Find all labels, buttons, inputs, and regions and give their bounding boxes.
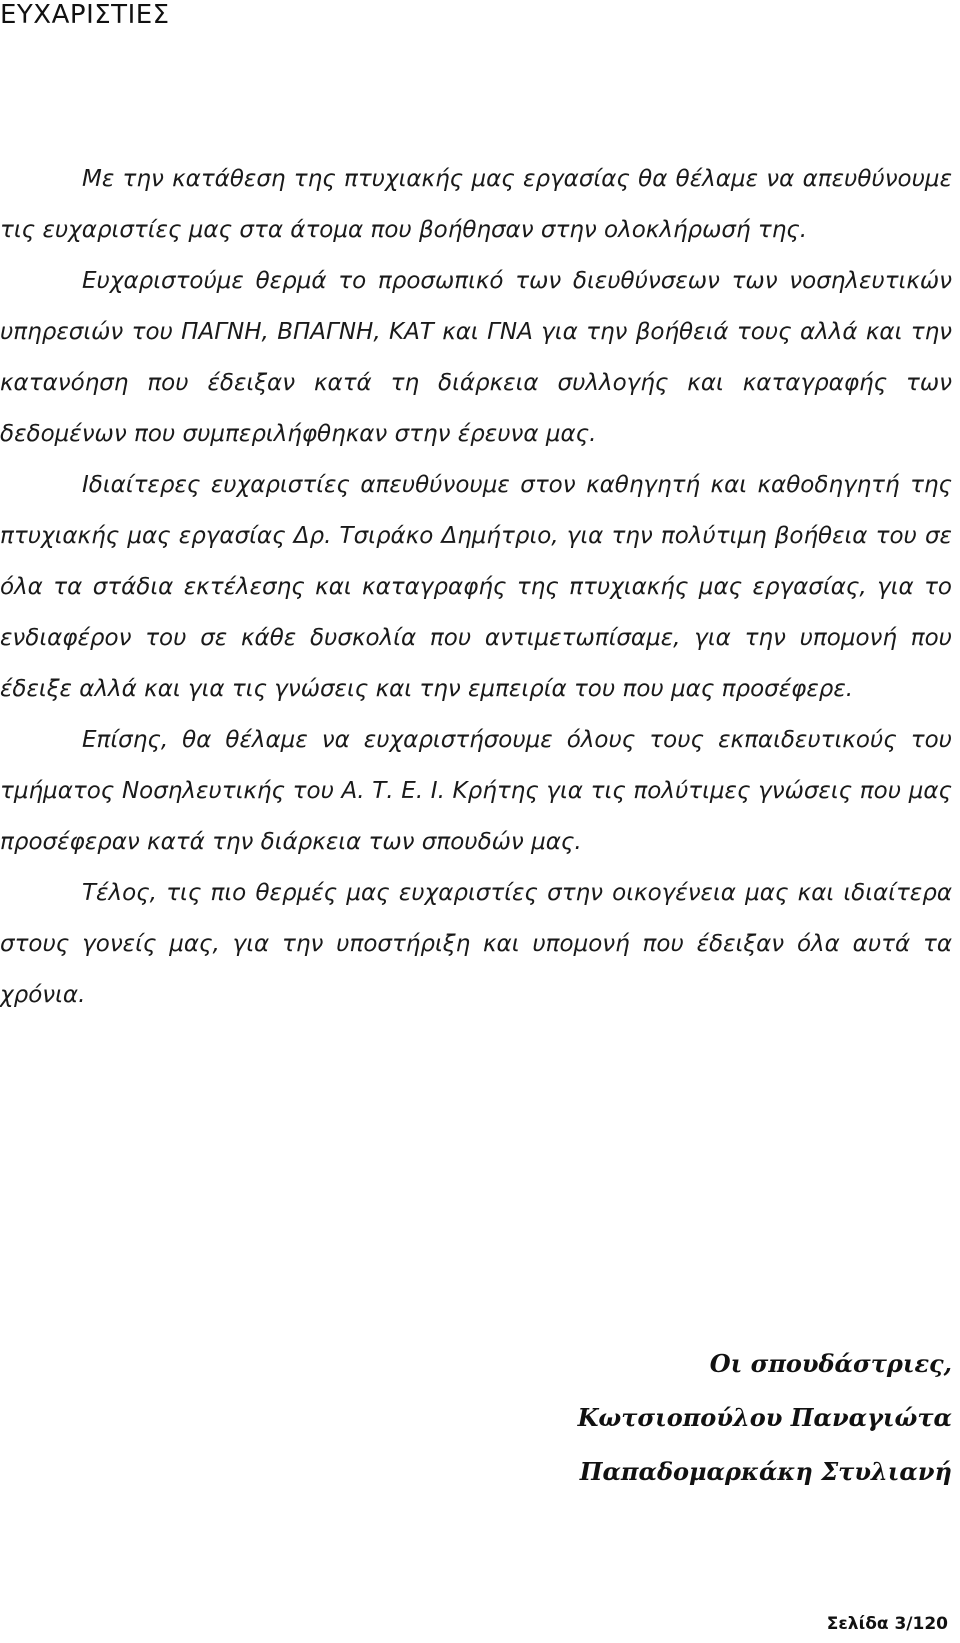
paragraph-faculty-thanks: Επίσης, θα θέλαμε να ευχαριστήσουμε όλους τους εκπαιδευτικούς του τμήματος Νοσηλευτικής του Α. Τ. Ε. Ι. Κρήτης για τις πολύτιμες γνώσεις που μας προσέφεραν κατά την διάρκεια των σπουδών μας.	[0, 727, 952, 855]
paragraph-intro: Με την κατάθεση της πτυχιακής μας εργασίας θα θέλαμε να απευθύνουμε τις ευχαριστίες μας στα άτομα που βοήθησαν στην ολοκλήρωσή της.	[0, 166, 952, 243]
signature-name: Παπαδομαρκάκη Στυλιανή	[579, 1457, 952, 1486]
paragraph-staff-thanks: Ευχαριστούμε θερμά το προσωπικό των διευθύνσεων των νοσηλευτικών υπηρεσιών του ΠΑΓΝΗ, ΒΠΑΓΝΗ, ΚΑΤ και ΓΝΑ για την βοήθειά τους αλλά και την κατανόηση που έδειξαν κατά τη διάρκεια συλλογής και καταγραφής των δεδομένων που συμπεριλήφθηκαν στην έρευνα μας.	[0, 268, 952, 447]
paragraph-family-thanks: Τέλος, τις πιο θερμές μας ευχαριστίες στην οικογένεια μας και ιδιαίτερα στους γονείς μας, για την υποστήριξη και υπομονή που έδειξαν όλα αυτά τα χρόνια.	[0, 880, 952, 1008]
signature-block	[578, 1337, 952, 1499]
signature-heading: Οι σπουδάστριες,	[709, 1349, 952, 1378]
acknowledgements-body	[0, 154, 952, 1021]
signature-name: Κωτσιοπούλου Παναγιώτα	[577, 1403, 952, 1432]
page-number: Σελίδα 3/120	[826, 1614, 948, 1634]
page-title: ΕΥΧΑΡΙΣΤΙΕΣ	[0, 0, 170, 30]
paragraph-supervisor-thanks: Ιδιαίτερες ευχαριστίες απευθύνουμε στον καθηγητή και καθοδηγητή της πτυχιακής μας εργασίας Δρ. Τσιράκο Δημήτριο, για την πολύτιμη βοήθεια του σε όλα τα στάδια εκτέλεσης και καταγραφής της πτυχιακής μας εργασίας, για το ενδιαφέρον του σε κάθε δυσκολία που αντιμετωπίσαμε, για την υπομονή που έδειξε αλλά και για τις γνώσεις και την εμπειρία του που μας προσέφερε.	[0, 472, 952, 702]
